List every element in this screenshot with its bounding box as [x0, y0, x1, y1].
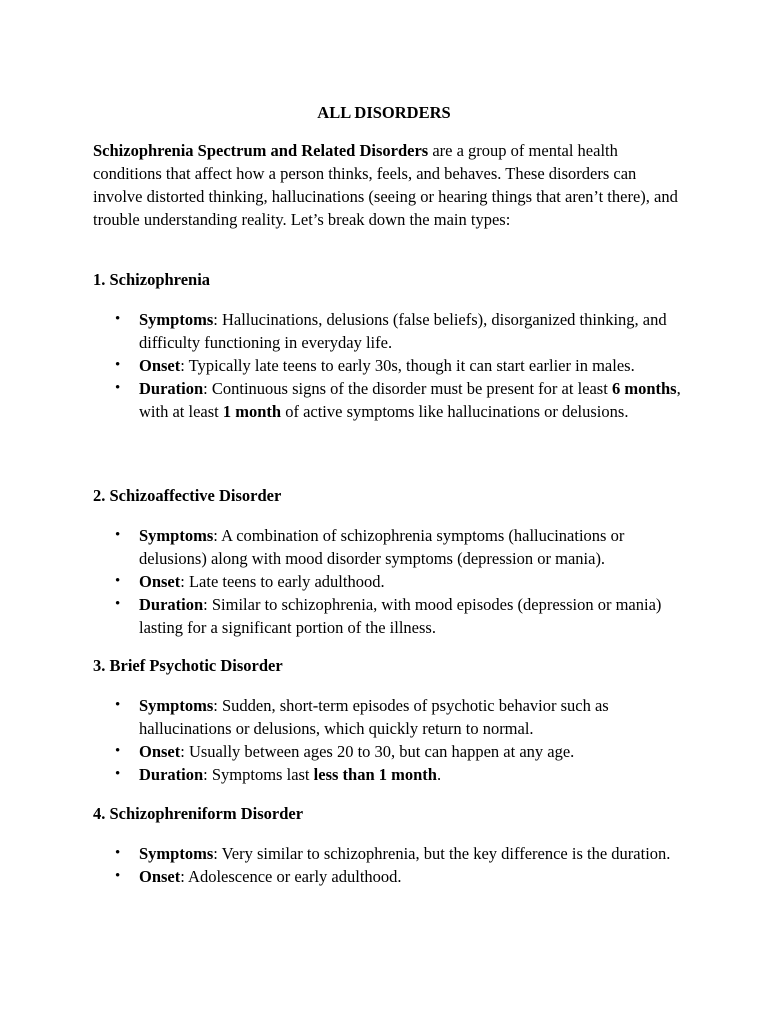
- item-label: Duration: [139, 765, 204, 784]
- list-item: [93, 377, 683, 423]
- intro-text: are a group of mental health conditions that affect how a person thinks, feels, and behaves. These disorders can involve distorted thinking, hallucinations (seeing or hearing things that aren’t there), and trouble understanding reality. Let’s break down the main types:: [93, 141, 678, 229]
- bullet-icon: •: [115, 380, 121, 396]
- item-label: Onset: [139, 742, 181, 761]
- bullet-icon: •: [115, 766, 121, 782]
- item-text: : Late teens to early adulthood.: [180, 572, 385, 591]
- item-text: : Hallucinations, delusions (false beliefs), disorganized thinking, and difficulty functioning in everyday life.: [139, 310, 667, 352]
- section-heading-schizophreniform: 4. Schizophreniform Disorder: [93, 804, 304, 823]
- item-text: : Sudden, short-term episodes of psychotic behavior such as hallucinations or delusions, which quickly return to normal.: [139, 696, 609, 738]
- list-item: [93, 842, 683, 865]
- list-item: [93, 354, 683, 377]
- item-text: : Usually between ages 20 to 30, but can happen at any age.: [180, 742, 575, 761]
- item-text: : Symptoms last: [203, 765, 314, 784]
- section-list-schizoaffective: [93, 524, 683, 639]
- item-label: Duration: [139, 595, 204, 614]
- item-text: : Adolescence or early adulthood.: [180, 867, 402, 886]
- item-emphasis: 6 months: [611, 379, 677, 398]
- item-label: Onset: [139, 356, 181, 375]
- section-list-schizophreniform: [93, 842, 683, 888]
- item-text: : A combination of schizophrenia symptoms (hallucinations or delusions) along with mood disorder symptoms (depression or mania).: [139, 526, 625, 568]
- bullet-icon: •: [115, 868, 121, 884]
- bullet-icon: •: [115, 697, 121, 713]
- section-heading-schizophrenia: 1. Schizophrenia: [93, 270, 211, 289]
- list-item: [93, 763, 683, 786]
- bullet-icon: •: [115, 845, 121, 861]
- item-text: , with at least: [139, 379, 681, 421]
- item-label: Onset: [139, 867, 181, 886]
- item-label: Onset: [139, 572, 181, 591]
- list-item: [93, 740, 683, 763]
- section-heading-brief-psychotic: 3. Brief Psychotic Disorder: [93, 656, 283, 675]
- intro-bold-lead: Schizophrenia Spectrum and Related Disorders: [93, 141, 429, 160]
- list-item: [93, 524, 683, 570]
- item-text: : Very similar to schizophrenia, but the key difference is the duration.: [213, 844, 671, 863]
- section-list-brief-psychotic: [93, 694, 683, 786]
- list-item: [93, 694, 683, 740]
- item-text: .: [436, 765, 442, 784]
- item-text: : Continuous signs of the disorder must be present for at least: [203, 379, 612, 398]
- item-text: : Similar to schizophrenia, with mood episodes (depression or mania) lasting for a significant portion of the illness.: [139, 595, 662, 637]
- item-label: Symptoms: [139, 844, 214, 863]
- list-item: [93, 865, 683, 888]
- intro-paragraph: [93, 139, 683, 231]
- item-emphasis: less than 1 month: [313, 765, 437, 784]
- list-item: [93, 593, 683, 639]
- bullet-icon: •: [115, 527, 121, 543]
- document-title: ALL DISORDERS: [317, 103, 451, 122]
- section-list-schizophrenia: [93, 308, 683, 423]
- item-label: Symptoms: [139, 696, 214, 715]
- item-text: of active symptoms like hallucinations or delusions.: [281, 402, 629, 421]
- section-heading-schizoaffective: 2. Schizoaffective Disorder: [93, 486, 282, 505]
- bullet-icon: •: [115, 311, 121, 327]
- item-label: Duration: [139, 379, 204, 398]
- bullet-icon: •: [115, 357, 121, 373]
- item-text: : Typically late teens to early 30s, though it can start earlier in males.: [180, 356, 635, 375]
- item-emphasis: 1 month: [222, 402, 282, 421]
- list-item: [93, 570, 683, 593]
- bullet-icon: •: [115, 573, 121, 589]
- item-label: Symptoms: [139, 310, 214, 329]
- bullet-icon: •: [115, 743, 121, 759]
- item-label: Symptoms: [139, 526, 214, 545]
- bullet-icon: •: [115, 596, 121, 612]
- list-item: [93, 308, 683, 354]
